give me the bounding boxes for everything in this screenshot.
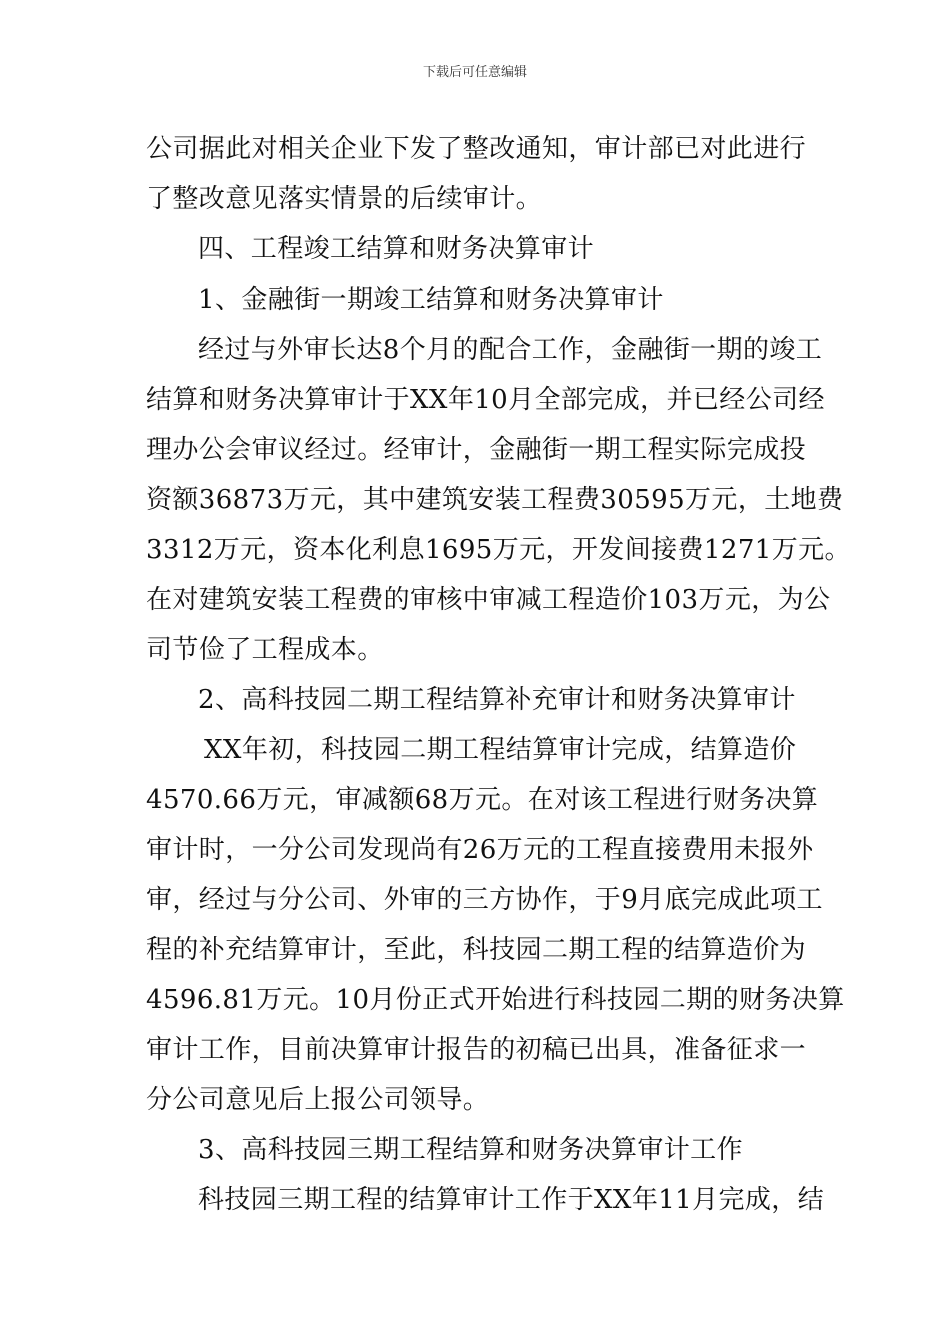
text-line: 审，经过与分公司、外审的三方协作，于9月底完成此项工 xyxy=(146,885,823,915)
text-line: 司节俭了工程成本。 xyxy=(146,635,384,665)
text-line: 程的补充结算审计，至此，科技园二期工程的结算造价为 xyxy=(146,935,807,965)
text-line: 审计时，一分公司发现尚有26万元的工程直接费用未报外 xyxy=(146,835,814,865)
text-line: 理办公会审议经过。经审计，金融街一期工程实际完成投 xyxy=(146,435,807,465)
subsection-heading: 1、金融街一期竣工结算和财务决算审计 xyxy=(198,285,664,315)
text-line: 资额36873万元，其中建筑安装工程费30595万元，土地费 xyxy=(146,485,844,515)
text-line: 4596.81万元。10月份正式开始进行科技园二期的财务决算 xyxy=(146,985,845,1015)
section-heading: 四、工程竣工结算和财务决算审计 xyxy=(198,234,595,264)
text-line: XX年初，科技园二期工程结算审计完成，结算造价 xyxy=(204,735,797,765)
text-line: 分公司意见后上报公司领导。 xyxy=(146,1085,490,1115)
text-line: 公司据此对相关企业下发了整改通知，审计部已对此进行 xyxy=(146,134,807,164)
text-line: 了整改意见落实情景的后续审计。 xyxy=(146,184,543,214)
subsection-heading: 2、高科技园二期工程结算补充审计和财务决算审计 xyxy=(198,685,796,715)
text-line: 4570.66万元，审减额68万元。在对该工程进行财务决算 xyxy=(146,785,819,815)
text-line: 科技园三期工程的结算审计工作于XX年11月完成，结 xyxy=(198,1185,825,1215)
subsection-heading: 3、高科技园三期工程结算和财务决算审计工作 xyxy=(198,1135,743,1165)
text-line: 在对建筑安装工程费的审核中审减工程造价103万元，为公 xyxy=(146,585,831,615)
text-line: 审计工作，目前决算审计报告的初稿已出具，准备征求一 xyxy=(146,1035,807,1065)
text-line: 结算和财务决算审计于XX年10月全部完成，并已经公司经 xyxy=(146,385,825,415)
text-line: 经过与外审长达8个月的配合工作，金融街一期的竣工 xyxy=(198,335,823,365)
text-line: 3312万元，资本化利息1695万元，开发间接费1271万元。 xyxy=(146,535,851,565)
page-header: 下载后可任意编辑 xyxy=(422,65,527,80)
